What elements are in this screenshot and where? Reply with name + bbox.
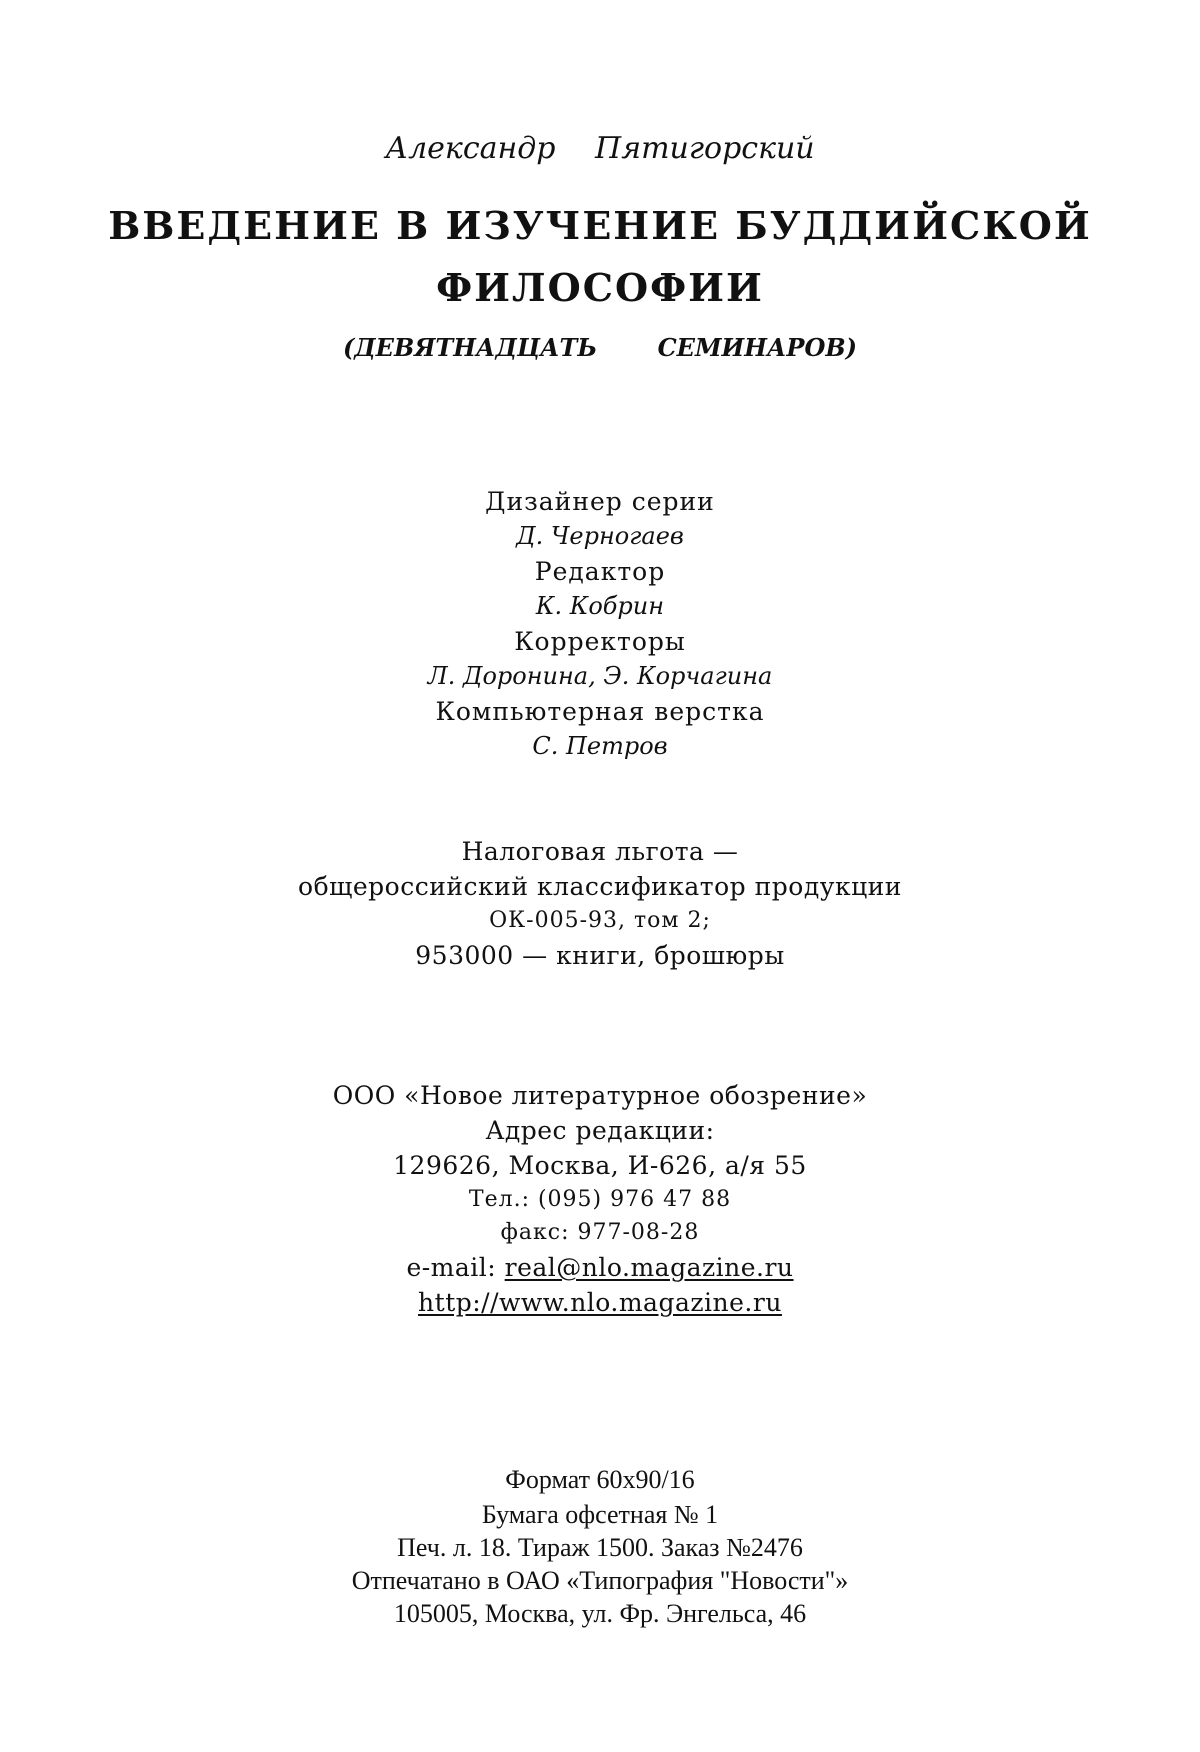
print-run: Печ. л. 18. Тираж 1500. Заказ №2476 — [397, 1533, 803, 1562]
credit-role-series-designer: Дизайнер серии — [485, 487, 715, 516]
author-name: Александр Пятигорский — [385, 131, 815, 166]
printer-name: Отпечатано в ОАО «Типография "Новости"» — [351, 1566, 849, 1595]
publisher-phone: Тел.: (095) 976 47 88 — [468, 1187, 732, 1212]
credit-role-editor: Редактор — [534, 557, 666, 586]
tax-benefit-line: Налоговая льгота — — [461, 837, 739, 866]
email-label: e-mail: — [406, 1253, 505, 1282]
credit-name-layout: С. Петров — [532, 732, 668, 760]
credit-name-editor: К. Кобрин — [535, 592, 665, 620]
publisher-fax: факс: 977-08-28 — [500, 1220, 700, 1245]
book-subtitle: (ДЕВЯТНАДЦАТЬ СЕМИНАРОВ) — [342, 333, 858, 362]
book-title-line-2: ФИЛОСОФИИ — [436, 265, 764, 310]
print-paper: Бумага офсетная № 1 — [481, 1500, 719, 1529]
tax-category-line: 953000 — книги, брошюры — [415, 941, 785, 970]
website-link[interactable]: http://www.nlo.magazine.ru — [418, 1288, 782, 1317]
print-format: Формат 60х90/16 — [505, 1465, 695, 1494]
credit-name-series-designer: Д. Черногаев — [516, 522, 684, 550]
publisher-name: ООО «Новое литературное обозрение» — [332, 1081, 868, 1110]
tax-classifier-line: общероссийский классификатор продукции — [298, 872, 902, 901]
tax-code-line: ОК-005-93, том 2; — [489, 908, 711, 933]
book-title-line-1: ВВЕДЕНИЕ В ИЗУЧЕНИЕ БУДДИЙСКОЙ — [108, 203, 1092, 248]
printer-address: 105005, Москва, ул. Фр. Энгельса, 46 — [393, 1599, 807, 1628]
credit-role-proofreaders: Корректоры — [514, 627, 686, 656]
credit-role-layout: Компьютерная верстка — [435, 697, 765, 726]
publisher-email-line — [0, 1255, 1200, 1280]
publisher-address: 129626, Москва, И-626, а/я 55 — [393, 1151, 807, 1180]
publisher-address-label: Адрес редакции: — [485, 1116, 715, 1145]
credit-name-proofreaders: Л. Доронина, Э. Корчагина — [427, 662, 773, 690]
email-link[interactable]: real@nlo.magazine.ru — [504, 1253, 794, 1282]
